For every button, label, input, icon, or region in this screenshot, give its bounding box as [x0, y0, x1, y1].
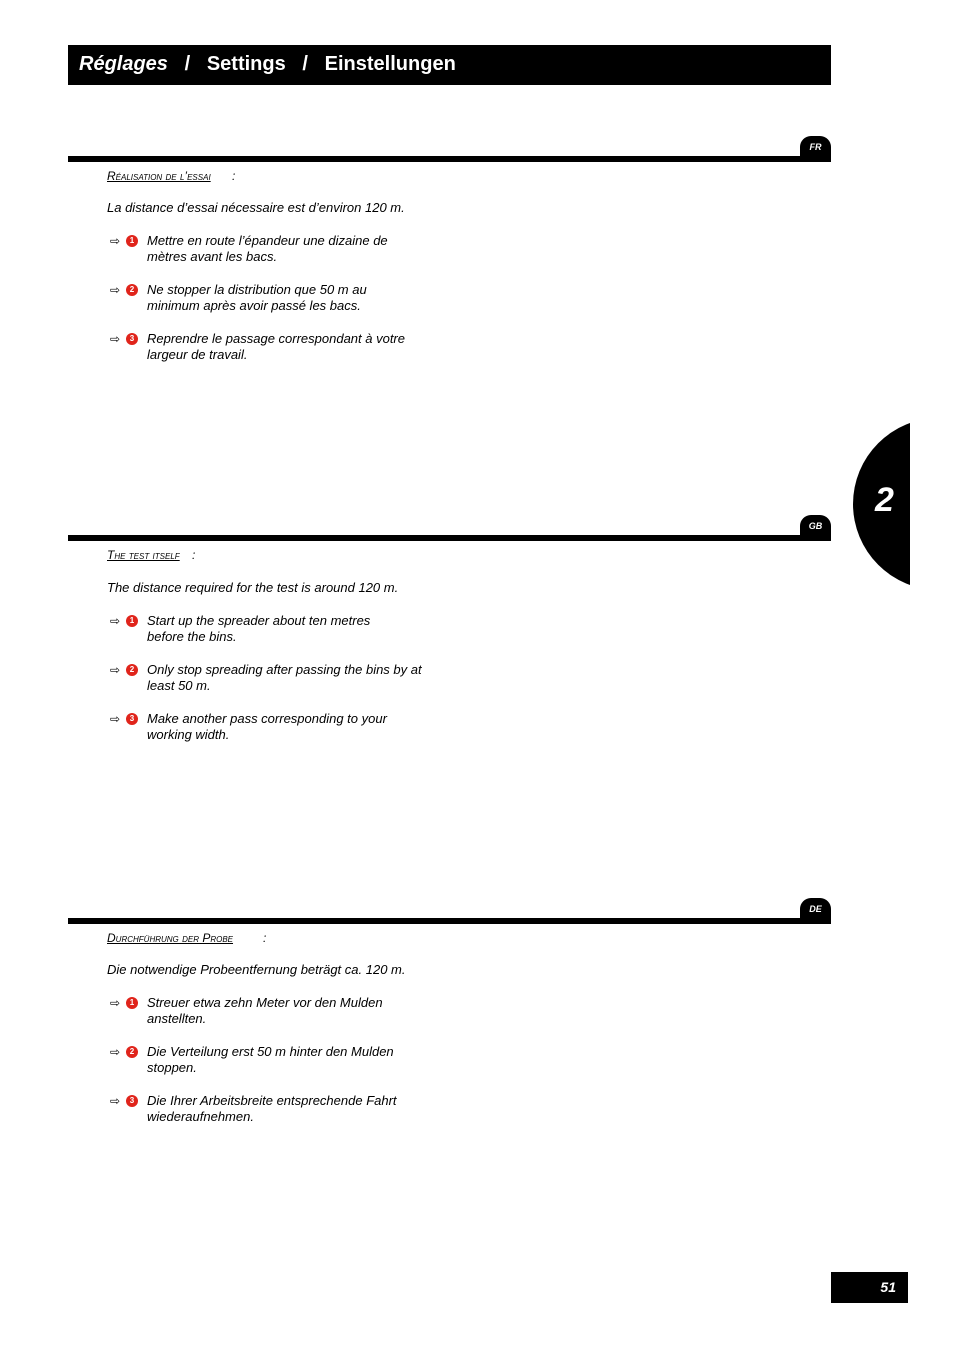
chapter-tab	[853, 418, 910, 590]
step-text: Ne stopper la distribution que 50 m au minimum après avoir passé les bacs.	[147, 282, 367, 313]
arrow-icon: ⇨	[110, 1094, 121, 1108]
arrow-icon: ⇨	[110, 1045, 121, 1059]
section-title-colon: :	[192, 548, 196, 562]
section-title-colon: :	[232, 169, 236, 183]
section-rule	[68, 156, 831, 162]
arrow-icon: ⇨	[110, 332, 121, 346]
chapter-number: 2	[875, 481, 894, 519]
arrow-icon: ⇨	[110, 663, 121, 677]
title-fr: Réglages	[79, 53, 168, 75]
step-text: Only stop spreading after passing the bins by at least 50 m.	[147, 662, 422, 693]
arrow-icon: ⇨	[110, 996, 121, 1010]
step-number-badge: 2	[126, 284, 138, 296]
section-intro: La distance d’essai nécessaire est d’environ 120 m.	[107, 200, 405, 215]
step-number-badge: 3	[126, 1095, 138, 1107]
arrow-icon: ⇨	[110, 614, 121, 628]
step-text: Make another pass corresponding to your working width.	[147, 711, 387, 742]
section-intro: The distance required for the test is around 120 m.	[107, 580, 399, 595]
step-number-badge: 3	[126, 713, 138, 725]
title-separator: /	[184, 53, 191, 75]
arrow-icon: ⇨	[110, 234, 121, 248]
page-title	[79, 52, 456, 76]
section-rule	[68, 535, 831, 541]
page-number: 51	[880, 1279, 896, 1295]
step-text: Streuer etwa zehn Meter vor den Mulden anstellten.	[147, 995, 383, 1026]
step-number-badge: 2	[126, 1046, 138, 1058]
section-title-colon: :	[263, 931, 267, 945]
arrow-icon: ⇨	[110, 283, 121, 297]
step-number-badge: 2	[126, 664, 138, 676]
section-rule	[68, 918, 831, 924]
step-text: Reprendre le passage correspondant à votre largeur de travail.	[147, 331, 405, 362]
title-de: Einstellungen	[324, 53, 456, 75]
title-separator: /	[302, 53, 308, 75]
language-tab-gb: GB	[800, 515, 831, 537]
page-number-box	[831, 1272, 908, 1303]
step-number-badge: 1	[126, 615, 138, 627]
section-intro: Die notwendige Probeentfernung beträgt ca. 120 m.	[107, 962, 406, 977]
step-number-badge: 1	[126, 235, 138, 247]
section-title: Durchführung der Probe	[107, 931, 234, 945]
arrow-icon: ⇨	[110, 712, 121, 726]
section-title: The test itself	[107, 548, 180, 562]
step-text: Start up the spreader about ten metres before the bins.	[147, 613, 371, 644]
step-text: Die Ihrer Arbeitsbreite entsprechende Fahrt wiederaufnehmen.	[147, 1093, 397, 1124]
page-header	[68, 45, 831, 85]
step-text: Mettre en route l’épandeur une dizaine de mètres avant les bacs.	[147, 233, 388, 264]
section-title: Réalisation de l’essai	[107, 169, 211, 183]
step-text: Die Verteilung erst 50 m hinter den Mulden stoppen.	[147, 1044, 394, 1075]
language-tab-de: DE	[800, 898, 831, 920]
step-number-badge: 1	[126, 997, 138, 1009]
title-gb: Settings	[206, 53, 286, 75]
step-number-badge: 3	[126, 333, 138, 345]
language-tab-fr: FR	[800, 136, 831, 158]
